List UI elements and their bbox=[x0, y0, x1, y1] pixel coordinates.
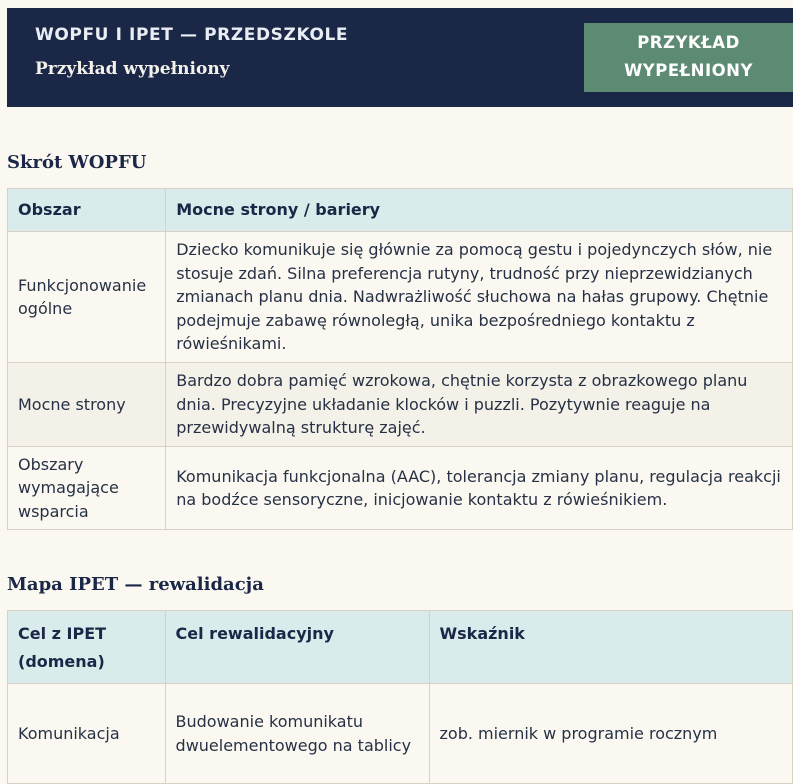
ipet-heading: Mapa IPET — rewalidacja bbox=[7, 574, 264, 595]
column-header-domain bbox=[8, 611, 166, 684]
area-line: Funkcjonowanie bbox=[18, 275, 147, 295]
description-line: rówieśnikami. bbox=[176, 334, 287, 354]
table-row bbox=[8, 684, 793, 784]
description-cell bbox=[166, 447, 793, 530]
goal-line: dwuelementowego na tablicy bbox=[175, 735, 412, 755]
filled-example-badge bbox=[584, 23, 793, 92]
table-row bbox=[8, 447, 793, 530]
column-header-indicator: Wskaźnik bbox=[429, 611, 793, 684]
ipet-table bbox=[7, 610, 793, 784]
area-cell bbox=[8, 232, 166, 363]
goal-cell bbox=[165, 684, 429, 784]
description-line: podejmuje zabawę równoległą, unika bezpośredniego kontaktu z bbox=[176, 310, 695, 330]
description-cell bbox=[166, 363, 793, 447]
area-line: wymagające bbox=[18, 478, 119, 498]
header-subtitle: Przykład wypełniony bbox=[35, 59, 230, 79]
wopfu-header-row bbox=[8, 189, 793, 232]
area-cell bbox=[8, 447, 166, 530]
description-line: Bardzo dobra pamięć wzrokowa, chętnie korzysta z obrazkowego planu bbox=[176, 371, 748, 391]
header-title: WOPFU I IPET — PRZEDSZKOLE bbox=[35, 25, 349, 45]
indicator-cell: zob. miernik w programie rocznym bbox=[429, 684, 793, 784]
table-row bbox=[8, 232, 793, 363]
description-line: zmianach planu dnia. Nadwrażliwość słuchowa na hałas grupowy. Chętnie bbox=[176, 287, 769, 307]
area-line: ogólne bbox=[18, 299, 73, 318]
description-line: stosuje zdań. Silna preferencja rutyny, trudność przy nieprzewidzianych bbox=[176, 263, 753, 283]
ipet-header-row bbox=[8, 611, 793, 684]
area-line: Obszary bbox=[18, 454, 84, 474]
wopfu-table bbox=[7, 188, 793, 530]
badge-line: PRZYKŁAD bbox=[637, 33, 740, 52]
column-header-line: Cel z IPET bbox=[18, 624, 107, 643]
column-header-strengths: Mocne strony / bariery bbox=[166, 189, 793, 232]
domain-cell: Komunikacja bbox=[8, 684, 166, 784]
wopfu-heading: Skrót WOPFU bbox=[7, 152, 147, 173]
area-cell bbox=[8, 363, 166, 447]
area-line: wsparcia bbox=[18, 501, 89, 521]
page-header bbox=[7, 8, 793, 107]
badge-line: WYPEŁNIONY bbox=[624, 61, 753, 80]
description-line: przewidywalną strukturę zajęć. bbox=[176, 418, 426, 438]
column-header-goal: Cel rewalidacyjny bbox=[165, 611, 429, 684]
description-line: dnia. Precyzyjne układanie klocków i puzzli. Pozytywnie reaguje na bbox=[176, 394, 711, 414]
goal-line: Budowanie komunikatu bbox=[175, 712, 363, 731]
column-header-area: Obszar bbox=[8, 189, 166, 232]
description-cell bbox=[166, 232, 793, 363]
description-line: Komunikacja funkcjonalna (AAC), tolerancja zmiany planu, regulacja reakcji bbox=[176, 466, 781, 486]
column-header-line: (domena) bbox=[18, 652, 105, 671]
area-line: Mocne strony bbox=[18, 394, 126, 414]
table-row bbox=[8, 363, 793, 447]
description-line: na bodźce sensoryczne, inicjowanie kontaktu z rówieśnikiem. bbox=[176, 490, 668, 509]
description-line: Dziecko komunikuje się głównie za pomocą gestu i pojedynczych słów, nie bbox=[176, 240, 773, 260]
